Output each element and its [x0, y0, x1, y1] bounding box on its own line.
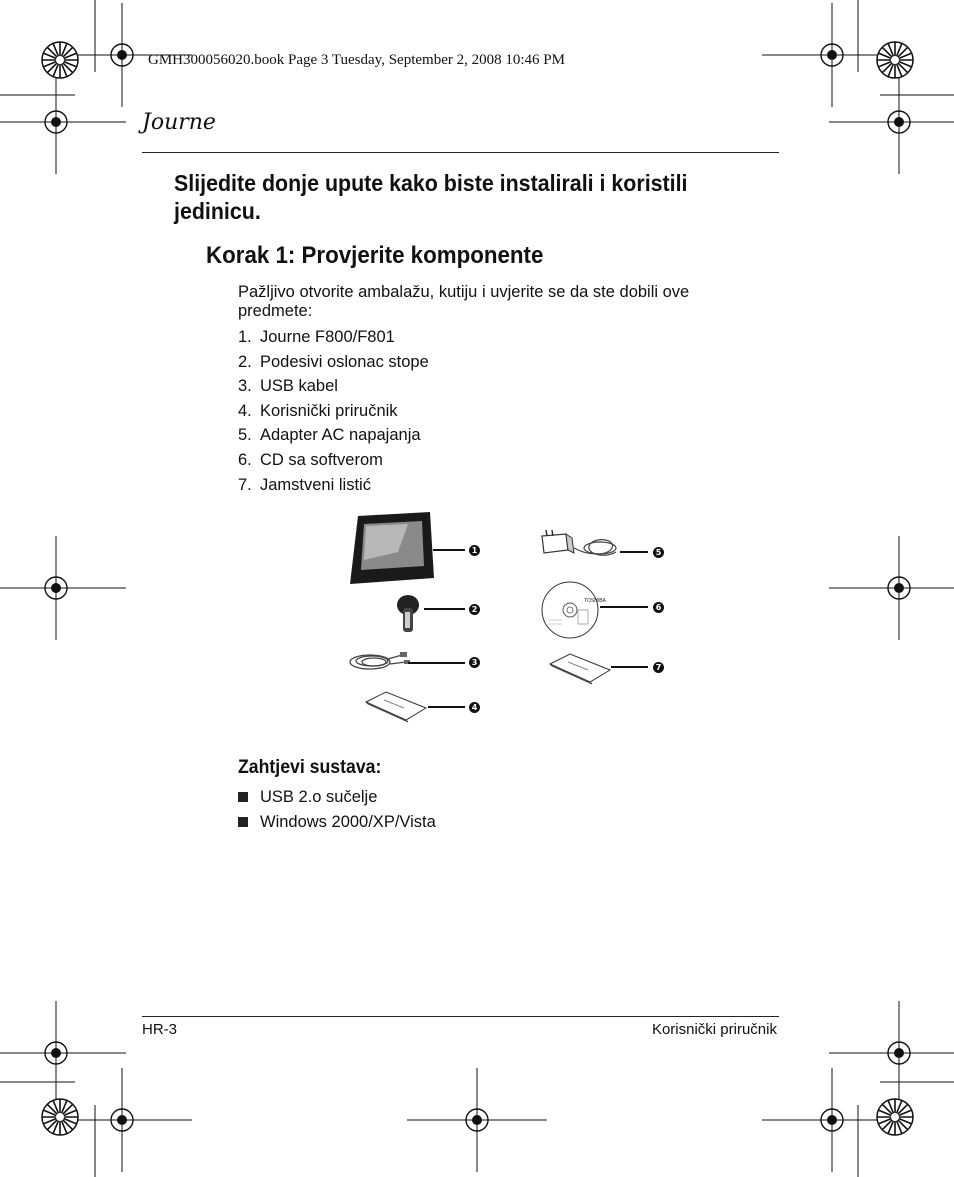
intro-text: Pažljivo otvorite ambalažu, kutiju i uvjerite se da ste dobili ove predmete:	[238, 283, 690, 320]
book-info-line: GMH300056020.book Page 3 Tuesday, September 2, 2008 10:46 PM	[148, 52, 565, 68]
callout-leader	[600, 606, 648, 608]
stand-illustration	[395, 594, 421, 634]
callout-leader	[611, 666, 648, 668]
header-rule	[142, 152, 779, 153]
item-text: Adapter AC napajanja	[260, 426, 421, 445]
callout-1: 1	[469, 545, 480, 556]
callout-leader	[424, 608, 465, 610]
requirements-list	[238, 786, 436, 835]
callout-4: 4	[469, 702, 480, 713]
list-item	[238, 449, 429, 474]
requirements-heading: Zahtjevi sustava:	[238, 757, 382, 778]
list-item	[238, 351, 429, 376]
user-manual-illustration	[364, 690, 428, 724]
callout-leader	[433, 549, 465, 551]
bullet-square-icon	[238, 817, 248, 827]
cd-illustration	[540, 580, 606, 640]
callout-2: 2	[469, 604, 480, 615]
page-title: Slijedite donje upute kako biste instalirali i koristili jedinicu.	[174, 170, 688, 224]
journe-logo: Journe	[142, 110, 216, 135]
callout-6: 6	[653, 602, 664, 613]
item-text: Windows 2000/XP/Vista	[260, 812, 436, 831]
item-text: Journe F800/F801	[260, 328, 395, 346]
callout-leader	[408, 662, 465, 664]
callout-7: 7	[653, 662, 664, 673]
item-text: USB 2.o sučelje	[260, 788, 378, 806]
list-item	[238, 474, 429, 499]
photo-frame-illustration	[348, 512, 436, 584]
item-number: 6.	[238, 450, 252, 469]
item-number: 1.	[238, 328, 252, 346]
item-number: 2.	[238, 352, 252, 371]
page-number: HR-3	[142, 1021, 178, 1038]
item-text: Korisnički priručnik	[260, 401, 398, 420]
bullet-square-icon	[238, 792, 248, 802]
item-number: 3.	[238, 377, 252, 396]
item-text: USB kabel	[260, 377, 338, 396]
list-item	[238, 375, 429, 400]
item-number: 5.	[238, 426, 252, 445]
step-heading: Korak 1: Provjerite komponente	[206, 242, 544, 269]
component-list	[238, 326, 429, 498]
ac-adapter-illustration	[538, 526, 622, 564]
warranty-sheet-illustration	[548, 652, 612, 686]
cd-label-text: TOSHIBA	[584, 598, 606, 604]
usb-cable-illustration	[348, 648, 410, 674]
item-text: CD sa softverom	[260, 450, 383, 469]
callout-leader	[428, 706, 465, 708]
list-item	[238, 811, 436, 836]
item-number: 4.	[238, 401, 252, 420]
item-text: Podesivi oslonac stope	[260, 352, 429, 371]
list-item	[238, 326, 429, 351]
list-item	[238, 424, 429, 449]
callout-3: 3	[469, 657, 480, 668]
list-item	[238, 400, 429, 425]
manual-title: Korisnički priručnik	[651, 1021, 777, 1038]
callout-leader	[620, 551, 648, 553]
item-text: Jamstveni listić	[260, 475, 371, 494]
item-number: 7.	[238, 475, 252, 494]
list-item	[238, 786, 436, 811]
callout-5: 5	[653, 547, 664, 558]
footer-rule	[142, 1016, 779, 1017]
